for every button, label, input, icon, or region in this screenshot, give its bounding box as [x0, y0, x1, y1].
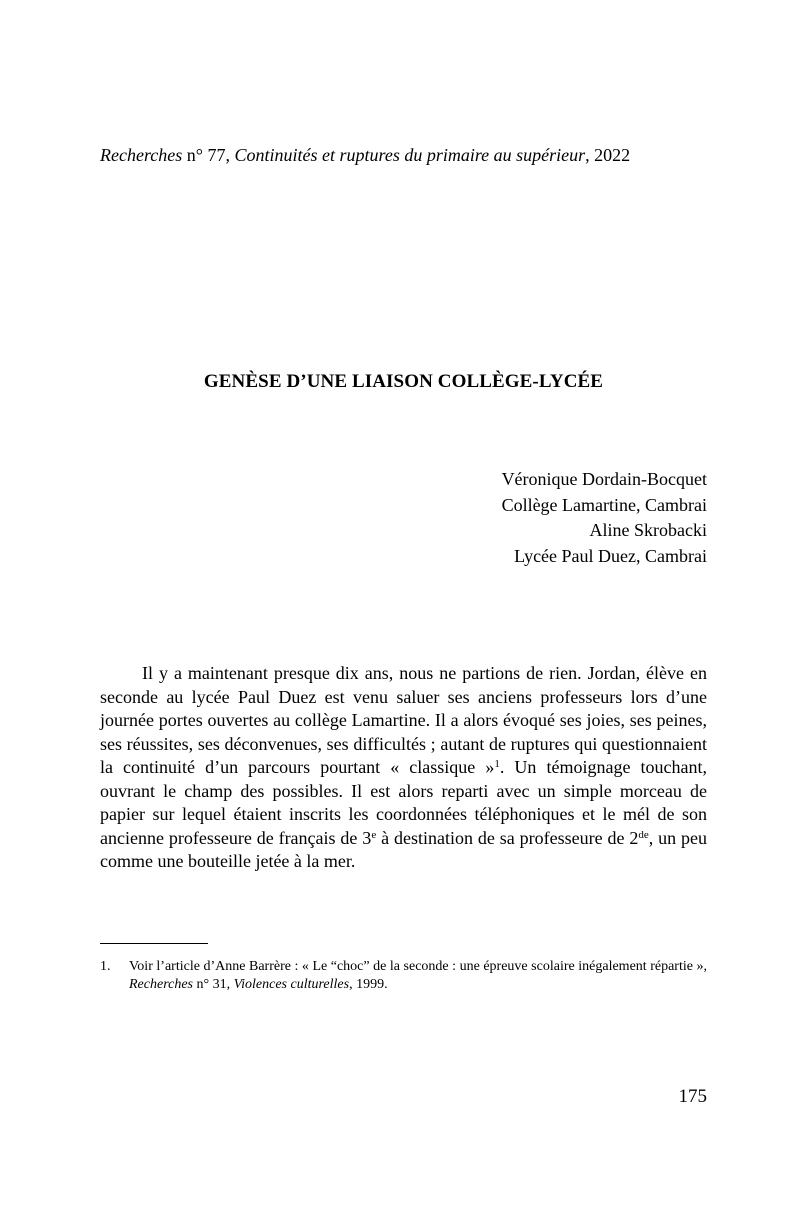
header-year: , 2022 [585, 145, 631, 165]
header-journal: Recherches [100, 145, 183, 165]
author-name-2: Aline Skrobacki [589, 520, 707, 540]
footnote-text-a: Voir l’article d’Anne Barrère : « Le “choc” de la seconde : une épreuve scolaire inégalement répartie », [129, 959, 707, 974]
header-theme: Continuités et ruptures du primaire au supérieur [234, 145, 586, 165]
footnote-issue-theme: Violences culturelles [233, 977, 350, 992]
footnote-separator [100, 943, 208, 944]
footnote-text-c: , 1999. [349, 977, 388, 992]
author-block [307, 467, 707, 569]
header-issue: n° 77, [182, 145, 235, 165]
page-number: 175 [678, 1086, 707, 1107]
footnote-1 [100, 958, 707, 994]
author-affiliation-2: Lycée Paul Duez, Cambrai [514, 545, 707, 566]
author-name-1: Véronique Dordain-Bocquet [501, 469, 707, 489]
paragraph-1-text-a: Il y a maintenant presque dix ans, nous ne partions de rien. Jordan, élève en seconde au lycée Paul Duez est venu saluer ses anciens professeurs lors d’une journée portes ouvertes au collège Lamartine. Il a alors évoqué ses joies, ses peines, ses réussites, ses déconvenues, ses difficultés ; autant de ruptures qui questionnaient la continuité d’un parcours pourtant « classique » [100, 663, 707, 777]
footnote-reference: 1 [494, 758, 500, 770]
running-header [100, 143, 707, 167]
paragraph-1-text-b: . Un témoignage touchant, ouvrant le champ des possibles. Il est alors reparti avec un simple morceau de papier sur lequel étaient inscrits les coordonnées téléphoniques et le mél de son ancienne professeure de français de 3 [100, 757, 708, 848]
author-affiliation-1: Collège Lamartine, Cambrai [501, 494, 707, 515]
footnote-journal: Recherches [129, 977, 193, 992]
ordinal-superscript-de: de [638, 828, 649, 841]
body-text [100, 662, 707, 874]
paragraph-1-text-d: , un peu comme une bouteille jetée à la mer. [100, 827, 708, 871]
paragraph-1 [100, 662, 707, 874]
paragraph-1-text-c: à destination de sa professeure de 2 [376, 827, 639, 848]
footnote-text [129, 958, 707, 994]
footnote-number: 1. [100, 959, 111, 974]
article-title: GENÈSE D’UNE LIAISON COLLÈGE-LYCÉE [203, 371, 604, 392]
ordinal-superscript-e: e [371, 828, 377, 841]
footnote-text-b: n° 31, [193, 977, 234, 992]
